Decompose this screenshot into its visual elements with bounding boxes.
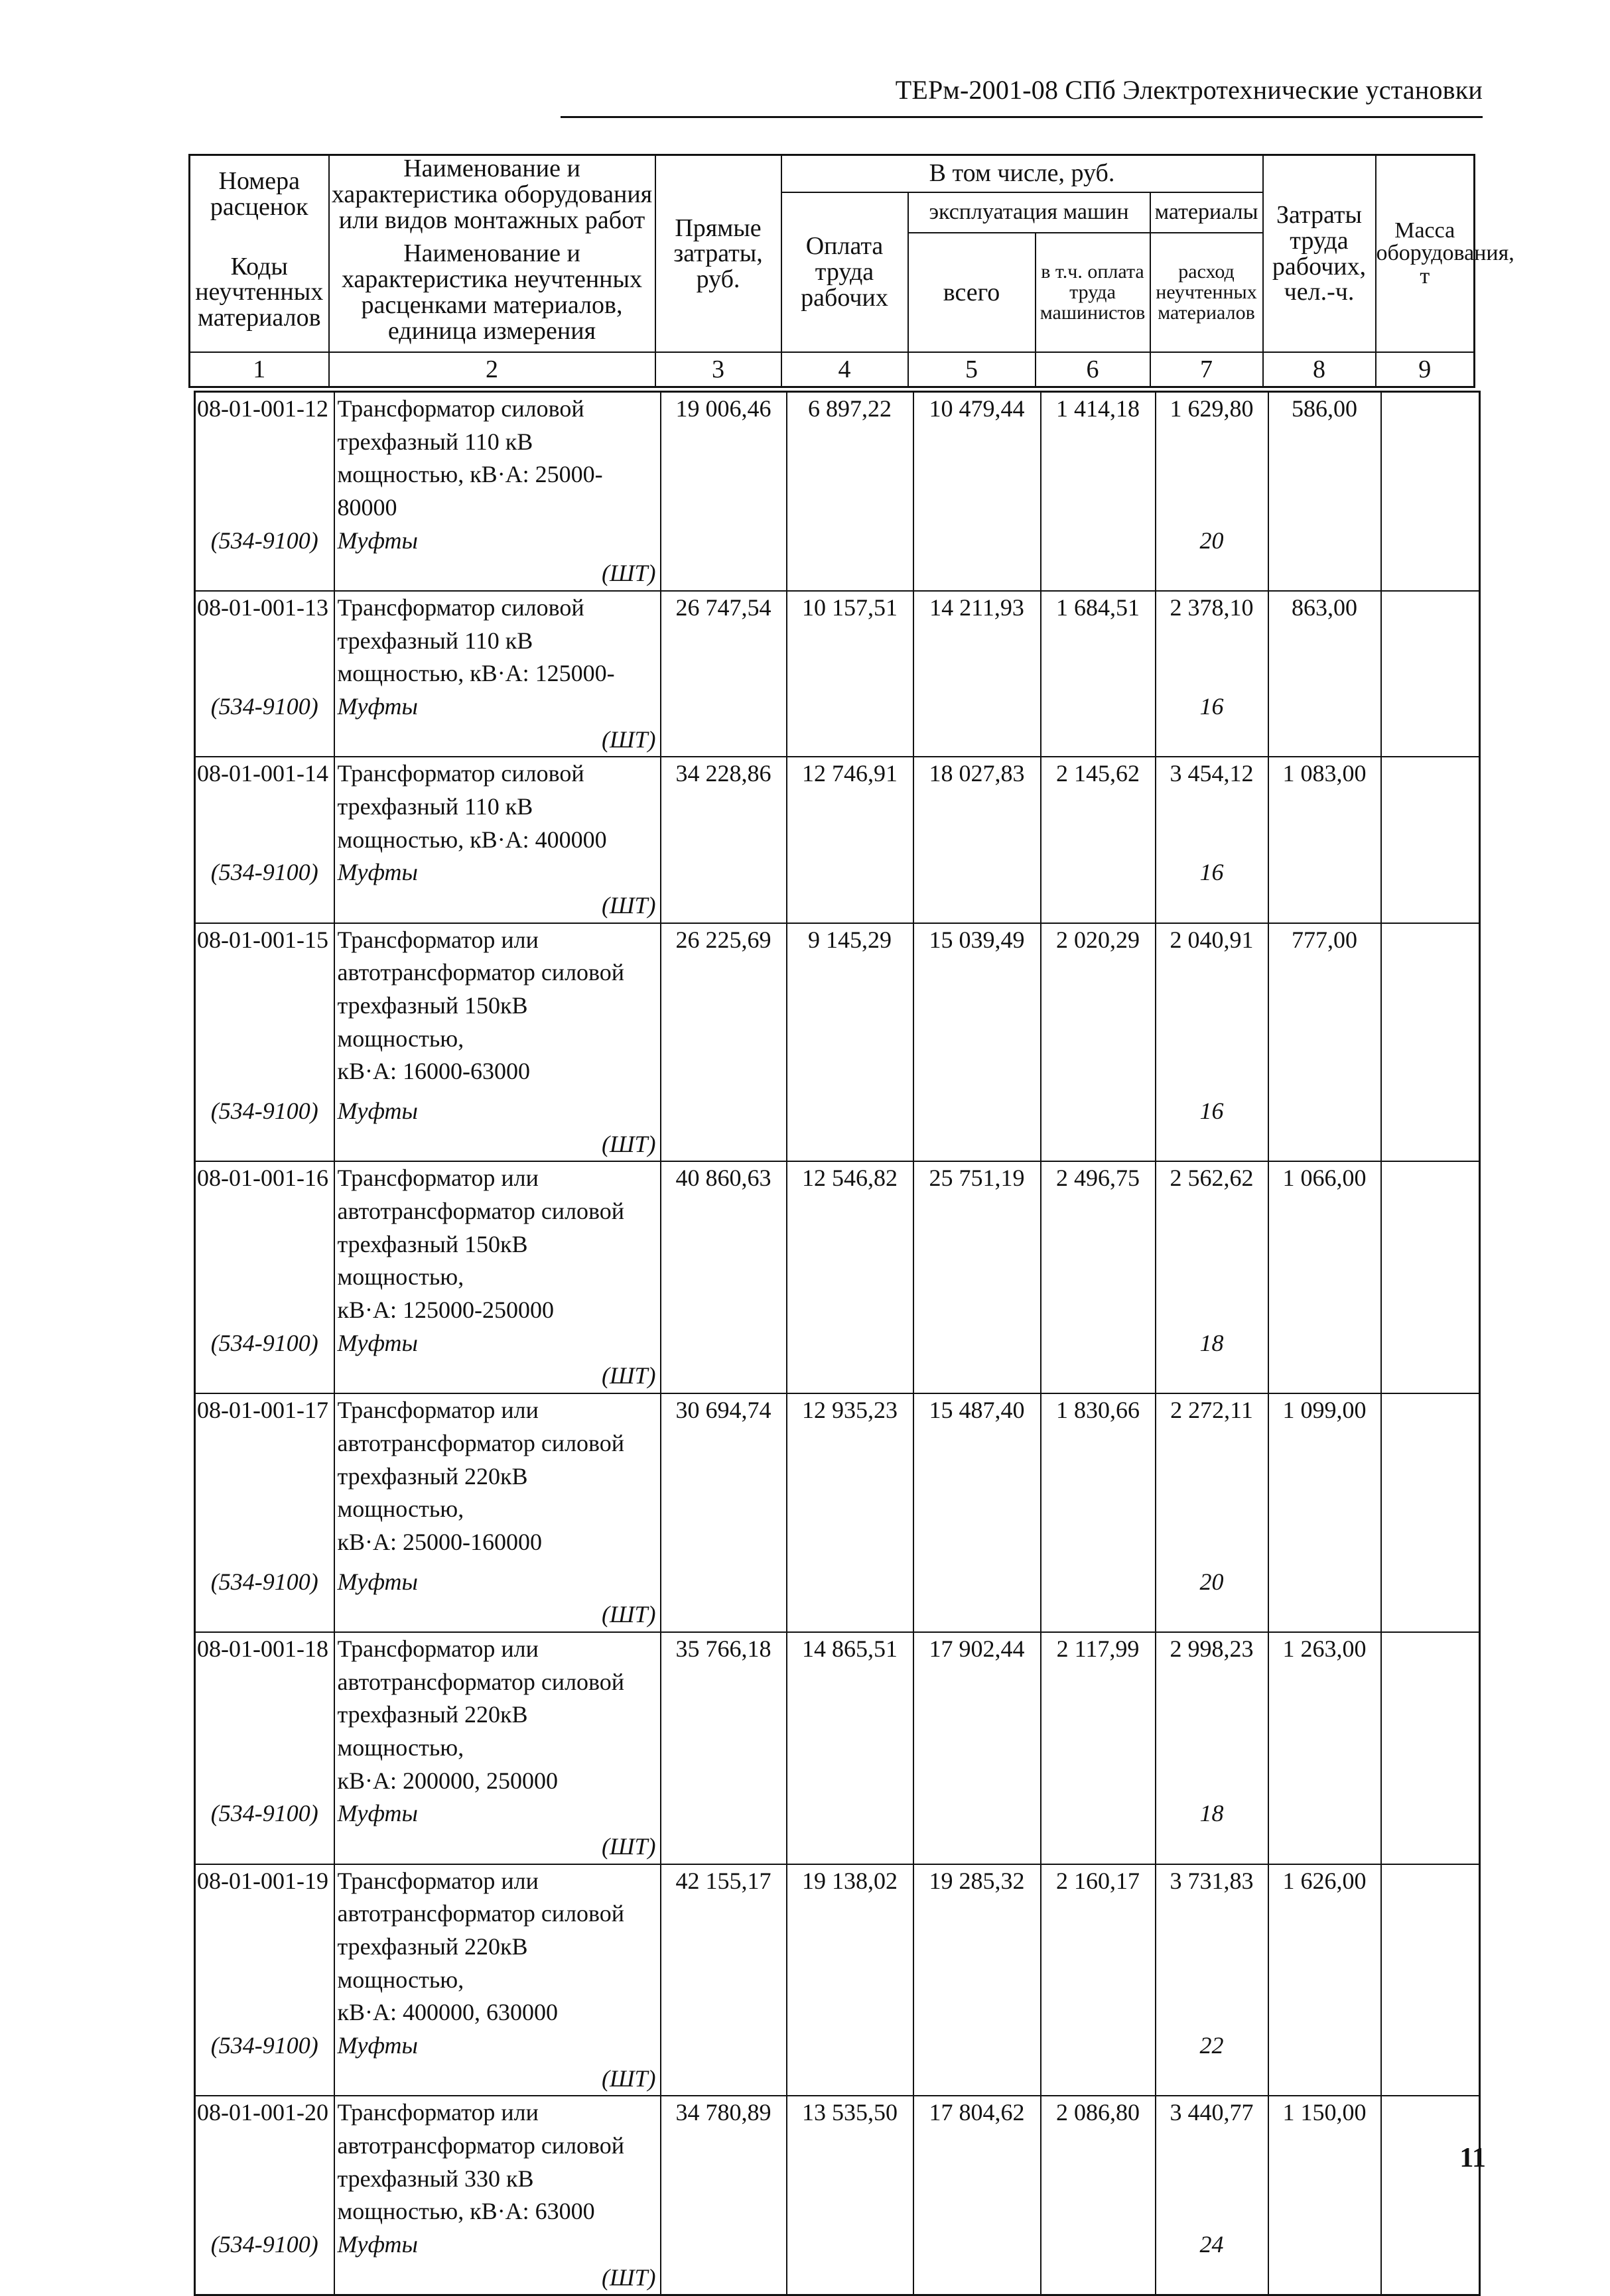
materials-cost-cell: 2 998,23 (1156, 1632, 1268, 1797)
empty-cell (913, 2228, 1041, 2295)
table-row (195, 392, 1480, 525)
material-name (334, 2029, 661, 2096)
description-line: трехфазный 150кВ мощностью, (337, 1230, 528, 1291)
work-description (334, 757, 661, 856)
labor-cost-cell: 10 157,51 (787, 591, 913, 690)
empty-cell (1268, 1797, 1381, 1864)
labor-cost-cell: 13 535,50 (787, 2096, 913, 2228)
material-quantity: 20 (1156, 1566, 1268, 1632)
header-col1-top: Номера расценок (190, 155, 329, 233)
description-line: мощностью, кВ·А: 125000- (337, 660, 615, 687)
material-name (334, 2228, 661, 2295)
material-row (195, 690, 1480, 757)
empty-cell (1381, 690, 1480, 757)
mass-cell (1381, 1864, 1480, 2029)
machine-cost-cell: 19 285,32 (913, 1864, 1041, 2029)
materials-cost-cell: 2 272,11 (1156, 1393, 1268, 1565)
direct-cost-cell: 26 225,69 (661, 923, 787, 1095)
empty-cell (787, 690, 913, 757)
material-quantity: 16 (1156, 690, 1268, 757)
col-number: 6 (1036, 352, 1150, 387)
labor-hours-cell: 777,00 (1268, 923, 1381, 1095)
empty-cell (1381, 1566, 1480, 1632)
empty-cell (913, 690, 1041, 757)
material-quantity: 18 (1156, 1797, 1268, 1864)
material-unit: (ШТ) (601, 1362, 656, 1389)
description-line: кВ·А: 25000-160000 (337, 1528, 542, 1555)
labor-hours-cell: 1 150,00 (1268, 2096, 1381, 2228)
mass-cell (1381, 1632, 1480, 1797)
material-unit: (ШТ) (601, 726, 656, 753)
material-code: (534-9100) (195, 1797, 334, 1864)
material-row (195, 525, 1480, 591)
material-name-text: Муфты (337, 527, 418, 554)
machine-cost-cell: 17 804,62 (913, 2096, 1041, 2228)
machine-cost-cell: 10 479,44 (913, 392, 1041, 525)
empty-cell (1268, 1095, 1381, 1161)
empty-cell (1041, 856, 1156, 923)
header-col2-bottom: Наименование и характеристика неучтенных расценками материалов, единица измерения (329, 233, 655, 352)
labor-hours-cell: 1 083,00 (1268, 757, 1381, 856)
machinist-cost-cell: 2 145,62 (1041, 757, 1156, 856)
description-line: трехфазный 220кВ мощностью, (337, 1462, 528, 1523)
material-row (195, 1095, 1480, 1161)
material-quantity: 24 (1156, 2228, 1268, 2295)
work-description (334, 392, 661, 525)
table-row (195, 757, 1480, 856)
description-line: Трансформатор или (337, 1397, 539, 1424)
header-col4: Оплата труда рабочих (781, 192, 908, 353)
labor-hours-cell: 586,00 (1268, 392, 1381, 525)
header-rule (561, 116, 1483, 118)
labor-cost-cell: 19 138,02 (787, 1864, 913, 2029)
header-col7: расход неучтенных материалов (1150, 233, 1263, 352)
material-name-text: Муфты (337, 1329, 418, 1356)
table-row (195, 1161, 1480, 1326)
col-number: 4 (781, 352, 908, 387)
material-code: (534-9100) (195, 856, 334, 923)
material-name (334, 1095, 661, 1161)
rate-code: 08-01-001-18 (195, 1632, 334, 1797)
mass-cell (1381, 757, 1480, 856)
labor-hours-cell: 1 099,00 (1268, 1393, 1381, 1565)
description-line: трехфазный 150кВ мощностью, (337, 992, 528, 1052)
empty-cell (661, 690, 787, 757)
description-line: мощностью, кВ·А: 400000 (337, 826, 607, 853)
labor-cost-cell: 12 935,23 (787, 1393, 913, 1565)
empty-cell (1381, 1095, 1480, 1161)
col-number: 1 (190, 352, 329, 387)
materials-cost-cell: 2 562,62 (1156, 1161, 1268, 1326)
empty-cell (1381, 2228, 1480, 2295)
col-number: 9 (1376, 352, 1475, 387)
rate-code: 08-01-001-20 (195, 2096, 334, 2228)
material-unit: (ШТ) (601, 2065, 656, 2092)
description-line: автотрансформатор силовой (337, 1429, 625, 1456)
machinist-cost-cell: 2 020,29 (1041, 923, 1156, 1095)
empty-cell (661, 2029, 787, 2096)
empty-cell (1381, 1797, 1480, 1864)
description-line: трехфазный 330 кВ (337, 2165, 534, 2192)
labor-hours-cell: 1 263,00 (1268, 1632, 1381, 1797)
header-col2-top: Наименование и характеристика оборудования или видов монтажных работ (329, 155, 655, 233)
machine-cost-cell: 15 039,49 (913, 923, 1041, 1095)
empty-cell (1268, 1327, 1381, 1393)
direct-cost-cell: 26 747,54 (661, 591, 787, 690)
empty-cell (913, 1327, 1041, 1393)
material-code: (534-9100) (195, 1327, 334, 1393)
description-line: Трансформатор или (337, 1165, 539, 1192)
empty-cell (1268, 690, 1381, 757)
empty-cell (1381, 2029, 1480, 2096)
description-line: автотрансформатор силовой (337, 1668, 625, 1695)
work-description (334, 923, 661, 1095)
material-code: (534-9100) (195, 1566, 334, 1632)
description-line: кВ·А: 400000, 630000 (337, 1999, 558, 2026)
material-name-text: Муфты (337, 1098, 418, 1125)
material-name (334, 525, 661, 591)
direct-cost-cell: 34 228,86 (661, 757, 787, 856)
description-line: автотрансформатор силовой (337, 959, 625, 986)
material-name (334, 856, 661, 923)
material-name-text: Муфты (337, 1800, 418, 1827)
direct-cost-cell: 19 006,46 (661, 392, 787, 525)
materials-cost-cell: 3 440,77 (1156, 2096, 1268, 2228)
table-row (195, 591, 1480, 690)
empty-cell (787, 525, 913, 591)
description-line: мощностью, кВ·А: 25000-80000 (337, 461, 603, 521)
rate-code: 08-01-001-17 (195, 1393, 334, 1565)
labor-hours-cell: 1 066,00 (1268, 1161, 1381, 1326)
labor-cost-cell: 12 546,82 (787, 1161, 913, 1326)
description-line: Трансформатор или (337, 1867, 539, 1894)
empty-cell (787, 2029, 913, 2096)
rate-code: 08-01-001-14 (195, 757, 334, 856)
table-row (195, 1393, 1480, 1565)
machine-cost-cell: 14 211,93 (913, 591, 1041, 690)
empty-cell (787, 1797, 913, 1864)
material-code: (534-9100) (195, 525, 334, 591)
material-quantity: 20 (1156, 525, 1268, 591)
table-row (195, 923, 1480, 1095)
machine-cost-cell: 17 902,44 (913, 1632, 1041, 1797)
machinist-cost-cell: 1 414,18 (1041, 392, 1156, 525)
work-description (334, 591, 661, 690)
labor-cost-cell: 6 897,22 (787, 392, 913, 525)
col-number: 5 (908, 352, 1036, 387)
material-unit: (ШТ) (601, 1832, 656, 1860)
material-name-text: Муфты (337, 693, 418, 720)
empty-cell (1041, 1327, 1156, 1393)
empty-cell (661, 2228, 787, 2295)
rate-code: 08-01-001-19 (195, 1864, 334, 2029)
empty-cell (661, 1797, 787, 1864)
header-machines: эксплуатация машин (908, 192, 1150, 233)
work-description (334, 1632, 661, 1797)
material-code: (534-9100) (195, 2228, 334, 2295)
materials-cost-cell: 1 629,80 (1156, 392, 1268, 525)
empty-cell (1041, 2029, 1156, 2096)
description-line: трехфазный 110 кВ (337, 793, 533, 820)
material-code: (534-9100) (195, 1095, 334, 1161)
header-col1-bottom: Коды неучтенных материалов (190, 233, 329, 352)
empty-cell (1268, 1566, 1381, 1632)
material-name (334, 1566, 661, 1632)
direct-cost-cell: 34 780,89 (661, 2096, 787, 2228)
running-header: ТЕРм-2001-08 СПб Электротехнические установки (895, 75, 1483, 105)
empty-cell (787, 2228, 913, 2295)
work-description (334, 1393, 661, 1565)
rate-code: 08-01-001-15 (195, 923, 334, 1095)
material-name (334, 1327, 661, 1393)
table-row (195, 2096, 1480, 2228)
empty-cell (913, 1797, 1041, 1864)
machinist-cost-cell: 2 086,80 (1041, 2096, 1156, 2228)
header-col9: Масса оборудования, т (1376, 155, 1475, 353)
empty-cell (1381, 856, 1480, 923)
description-line: Трансформатор или (337, 926, 539, 953)
material-name-text: Муфты (337, 2230, 418, 2258)
description-line: трехфазный 220кВ мощностью, (337, 1933, 528, 1993)
material-code: (534-9100) (195, 690, 334, 757)
col-number: 3 (655, 352, 781, 387)
description-line: Трансформатор или (337, 2099, 539, 2126)
material-unit: (ШТ) (601, 2264, 656, 2291)
empty-cell (1041, 525, 1156, 591)
empty-cell (787, 856, 913, 923)
table-row (195, 1864, 1480, 2029)
material-name-text: Муфты (337, 859, 418, 886)
labor-cost-cell: 14 865,51 (787, 1632, 913, 1797)
empty-cell (1041, 1566, 1156, 1632)
description-line: автотрансформатор силовой (337, 1198, 625, 1225)
mass-cell (1381, 1161, 1480, 1326)
description-line: Трансформатор силовой (337, 395, 584, 422)
material-quantity: 18 (1156, 1327, 1268, 1393)
mass-cell (1381, 1393, 1480, 1565)
material-row (195, 2029, 1480, 2096)
machinist-cost-cell: 1 830,66 (1041, 1393, 1156, 1565)
empty-cell (1268, 525, 1381, 591)
empty-cell (1268, 2228, 1381, 2295)
description-line: Трансформатор силовой (337, 594, 584, 621)
materials-cost-cell: 3 454,12 (1156, 757, 1268, 856)
labor-hours-cell: 1 626,00 (1268, 1864, 1381, 2029)
labor-hours-cell: 863,00 (1268, 591, 1381, 690)
materials-cost-cell: 3 731,83 (1156, 1864, 1268, 2029)
empty-cell (1041, 2228, 1156, 2295)
materials-cost-cell: 2 378,10 (1156, 591, 1268, 690)
col-number: 7 (1150, 352, 1263, 387)
machinist-cost-cell: 2 496,75 (1041, 1161, 1156, 1326)
material-row (195, 1327, 1480, 1393)
empty-cell (1381, 1327, 1480, 1393)
empty-cell (661, 525, 787, 591)
direct-cost-cell: 30 694,74 (661, 1393, 787, 1565)
empty-cell (661, 856, 787, 923)
direct-cost-cell: 40 860,63 (661, 1161, 787, 1326)
material-quantity: 16 (1156, 1095, 1268, 1161)
empty-cell (913, 525, 1041, 591)
description-line: Трансформатор силовой (337, 760, 584, 787)
machine-cost-cell: 25 751,19 (913, 1161, 1041, 1326)
mass-cell (1381, 923, 1480, 1095)
materials-cost-cell: 2 040,91 (1156, 923, 1268, 1095)
material-name-text: Муфты (337, 1568, 418, 1595)
description-line: трехфазный 110 кВ (337, 428, 533, 455)
page-number: 11 (1459, 2143, 1486, 2173)
empty-cell (787, 1327, 913, 1393)
material-row (195, 2228, 1480, 2295)
material-quantity: 16 (1156, 856, 1268, 923)
material-row (195, 1566, 1480, 1632)
empty-cell (1041, 690, 1156, 757)
material-name-text: Муфты (337, 2031, 418, 2059)
machinist-cost-cell: 2 160,17 (1041, 1864, 1156, 2029)
col-number: 8 (1263, 352, 1376, 387)
description-line: кВ·А: 200000, 250000 (337, 1767, 558, 1794)
rate-code: 08-01-001-13 (195, 591, 334, 690)
table-header (188, 154, 1514, 388)
empty-cell (661, 1327, 787, 1393)
work-description (334, 1864, 661, 2029)
labor-cost-cell: 12 746,91 (787, 757, 913, 856)
labor-cost-cell: 9 145,29 (787, 923, 913, 1095)
material-name (334, 690, 661, 757)
header-col3: Прямые затраты, руб. (655, 155, 781, 353)
empty-cell (787, 1566, 913, 1632)
direct-cost-cell: 42 155,17 (661, 1864, 787, 2029)
empty-cell (661, 1566, 787, 1632)
empty-cell (913, 1095, 1041, 1161)
header-col5: всего (908, 233, 1036, 352)
description-line: автотрансформатор силовой (337, 1900, 625, 1927)
mass-cell (1381, 392, 1480, 525)
material-row (195, 856, 1480, 923)
description-line: автотрансформатор силовой (337, 2132, 625, 2159)
empty-cell (1381, 525, 1480, 591)
header-col8: Затраты труда рабочих, чел.-ч. (1263, 155, 1376, 353)
empty-cell (661, 1095, 787, 1161)
work-description (334, 1161, 661, 1326)
description-line: кВ·А: 16000-63000 (337, 1058, 530, 1085)
empty-cell (913, 2029, 1041, 2096)
empty-cell (1041, 1797, 1156, 1864)
table-row (195, 1632, 1480, 1797)
description-line: Трансформатор или (337, 1635, 539, 1662)
description-line: трехфазный 220кВ мощностью, (337, 1701, 528, 1761)
material-unit: (ШТ) (601, 560, 656, 587)
material-code: (534-9100) (195, 2029, 334, 2096)
empty-cell (913, 856, 1041, 923)
rate-code: 08-01-001-16 (195, 1161, 334, 1326)
description-line: мощностью, кВ·А: 63000 (337, 2198, 595, 2225)
header-col6: в т.ч. оплата труда машинистов (1036, 233, 1150, 352)
material-quantity: 22 (1156, 2029, 1268, 2096)
material-row (195, 1797, 1480, 1864)
material-unit: (ШТ) (601, 1130, 656, 1157)
machine-cost-cell: 18 027,83 (913, 757, 1041, 856)
material-unit: (ШТ) (601, 1601, 656, 1628)
price-table (194, 391, 1481, 2296)
col-number: 2 (329, 352, 655, 387)
mass-cell (1381, 591, 1480, 690)
empty-cell (1268, 2029, 1381, 2096)
description-line: кВ·А: 125000-250000 (337, 1297, 554, 1324)
material-name (334, 1797, 661, 1864)
empty-cell (1041, 1095, 1156, 1161)
material-unit: (ШТ) (601, 892, 656, 919)
direct-cost-cell: 35 766,18 (661, 1632, 787, 1797)
work-description (334, 2096, 661, 2228)
rate-code: 08-01-001-12 (195, 392, 334, 525)
machine-cost-cell: 15 487,40 (913, 1393, 1041, 1565)
empty-cell (913, 1566, 1041, 1632)
empty-cell (787, 1095, 913, 1161)
empty-cell (1268, 856, 1381, 923)
machinist-cost-cell: 2 117,99 (1041, 1632, 1156, 1797)
machinist-cost-cell: 1 684,51 (1041, 591, 1156, 690)
description-line: трехфазный 110 кВ (337, 627, 533, 654)
header-materials: материалы (1150, 192, 1263, 233)
header-group: В том числе, руб. (781, 155, 1263, 192)
